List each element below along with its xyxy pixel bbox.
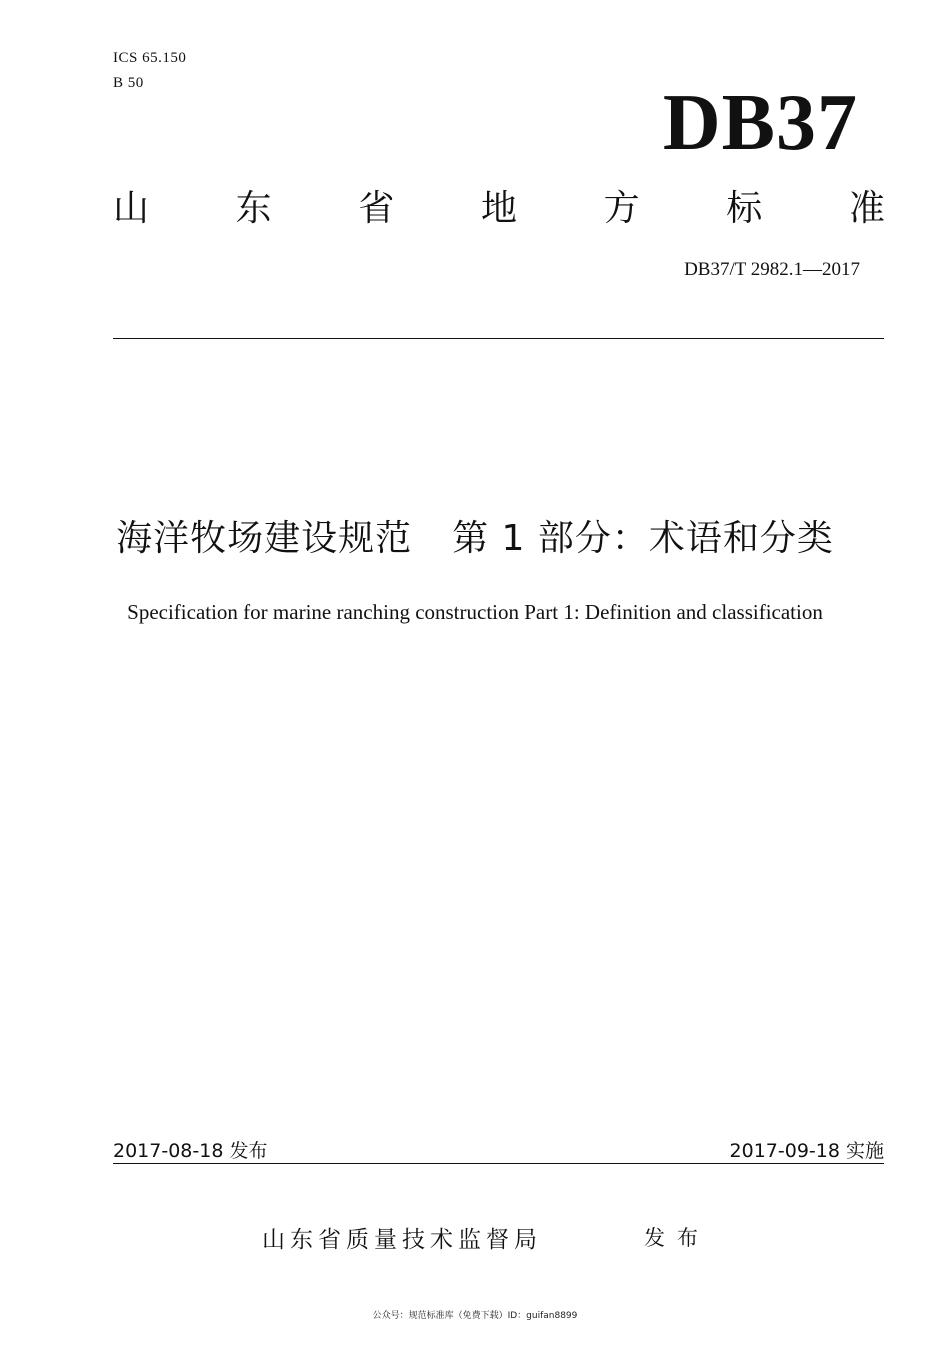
bottom-divider [113,1163,884,1164]
standard-type-char: 地 [480,188,517,229]
title-chinese-part: 第 1 部分：术语和分类 [452,518,834,559]
ccs-code: B 50 [113,75,144,91]
title-chinese-main: 海洋牧场建设规范 [116,518,413,559]
standard-number: DB37/T 2982.1—2017 [684,259,860,280]
title-chinese [0,514,950,564]
issue-label: 发布 [644,1226,710,1250]
standard-type-char: 准 [848,188,885,229]
issuing-authority: 山东省质量技术监督局 [262,1227,542,1253]
top-divider [113,338,884,339]
standard-type-heading [113,186,885,232]
date-row [113,1138,884,1164]
footer-watermark-note: 公众号：规范标准库（免费下载）ID：guifan8899 [372,1311,578,1321]
standard-type-char: 标 [726,188,763,229]
title-english: Specification for marine ranching construction Part 1: Definition and classification [127,600,823,624]
implementation-date: 2017-09-18 实施 [729,1140,884,1162]
ics-code: ICS 65.150 [113,50,187,66]
standard-type-char: 东 [235,188,272,229]
standard-logo: DB37 [662,79,858,167]
standard-type-char: 省 [358,188,395,229]
issue-date: 2017-08-18 发布 [113,1140,268,1162]
standard-type-char: 山 [113,188,150,229]
standard-type-char: 方 [603,188,640,229]
